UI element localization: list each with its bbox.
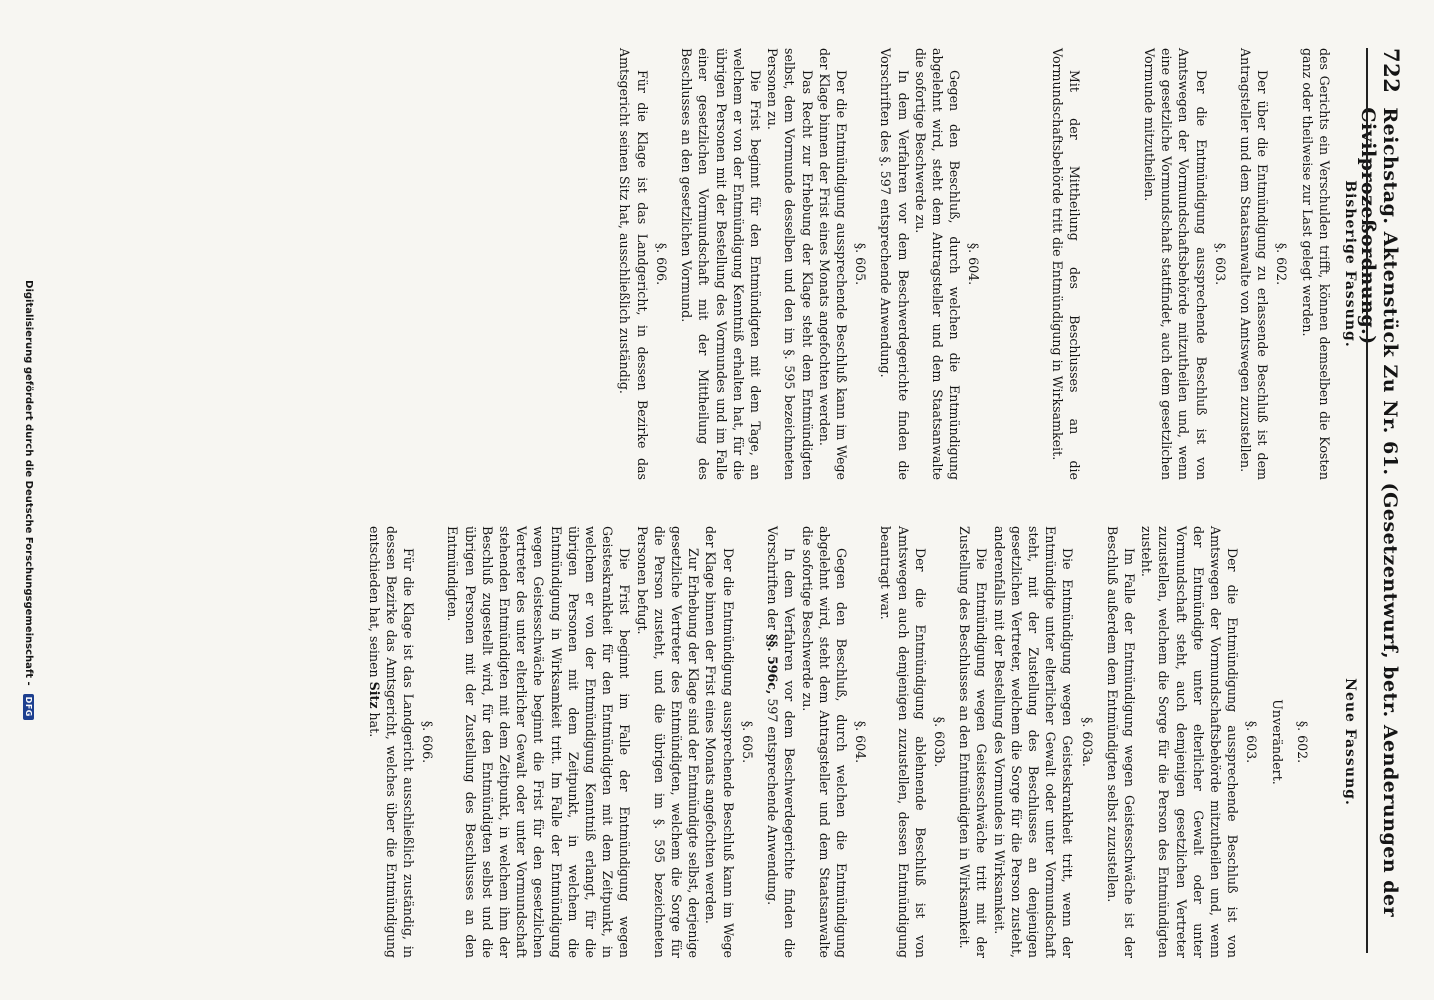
header-rule [1366, 48, 1368, 953]
paragraph: Die Frist beginnt für den Entmündigten mit dem Tage, an welchem er von der Entmündigung Kenntniß erhalten hat, für die übrigen Personen mit der Bestellung des Vormundes und im Falle einer gesetzlichen Vormundschaft mit der Mittheilung des Beschlusses an den gesetzlichen Vormund. [679, 48, 763, 480]
section-number: §. 606. [420, 720, 436, 764]
paragraph: In dem Verfahren vor dem Beschwerdegerichte finden die Vorschriften des §. 597 entsprechende Anwendung. [878, 48, 911, 480]
section-number: §. 605. [853, 242, 869, 286]
paragraph: Der die Entmündigung aussprechende Beschluß ist von Amtswegen der Vormundschaftsbehörde mitzutheilen und, wenn der Entmündigte unter elterlicher Gewalt oder unter Vormundschaft steht, auch demjenigen gesetzlichen Vertreter zuzustellen, welchem die Sorge für die Person des Entmündigten zusteht. [1139, 526, 1241, 958]
paragraph: Das Recht zur Erhebung der Klage steht dem Entmündigten selbst, dem Vormunde desselben und den im §. 595 bezeichneten Personen zu. [765, 48, 815, 480]
footer-text: Digitalisierung gefördert durch die Deutsche Forschungsgemeinschaft - [23, 280, 34, 686]
section-number: §. 602. [1274, 242, 1290, 286]
paragraph: Für die Klage ist das Landgericht, in dessen Bezirke das Amtsgericht seinen Sitz hat, ausschließlich zuständig. [617, 48, 650, 480]
spacer [1319, 526, 1333, 958]
right-column-body [365, 526, 1332, 958]
section-number: §. 605. [739, 720, 755, 764]
paragraph-text: Für die Klage ist das Landgericht ausschließlich zuständig, in dessen Bezirke das Amtsgericht, welches über die Entmündigung entschieden hat, seinen [366, 526, 417, 958]
left-column-heading: Bisherige Fassung. [1342, 180, 1358, 348]
digitization-footer [23, 0, 34, 1000]
section-number: §. 604. [966, 242, 982, 286]
paragraph: Der die Entmündigung aussprechende Beschluß kann im Wege der Klage binnen der Frist eines Monats angefochten werden. [816, 48, 849, 480]
section-number: §. 604. [853, 720, 869, 764]
paragraph: Mit der Mittheilung des Beschlusses an die Vormundschaftsbehörde tritt die Entmündigung in Wirksamkeit. [1049, 48, 1082, 480]
paragraph: Der die Entmündigung aussprechende Beschluß ist von Amtswegen der Vormundschaftsbehörde mitzutheilen und, wenn eine gesetzliche Vormundschaft stattfindet, auch dem gesetzlichen Vormunde mitzutheilen. [1141, 48, 1209, 480]
dfg-logo: DFG [23, 694, 34, 720]
right-column [365, 526, 1360, 958]
section-number: §. 603. [1212, 242, 1228, 286]
section-number: §. 603a. [1079, 717, 1095, 767]
unchanged-note: Unverändert. [1269, 699, 1285, 785]
paragraph [764, 526, 798, 958]
paragraph: Die Entmündigung wegen Geistesschwäche tritt mit der Zustellung des Beschlusses an den Entmündigten in Wirksamkeit. [957, 526, 990, 958]
emphasized-reference: §§. 596c, [765, 634, 781, 695]
paragraph: Gegen den Beschluß, durch welchen die Entmündigung abgelehnt wird, steht dem Antragsteller und dem Staatsanwalte die sofortige Beschwerde zu. [912, 48, 963, 480]
emphasized-reference: Sitz [366, 681, 382, 709]
left-column-body [616, 48, 1333, 480]
paragraph: Gegen den Beschluß, durch welchen die Entmündigung abgelehnt wird, steht dem Antragsteller und dem Staatsanwalte die sofortige Beschwerde zu. [799, 526, 849, 958]
section-number: §. 602. [1294, 720, 1310, 764]
paragraph [365, 526, 417, 958]
paragraph: Im Falle der Entmündigung wegen Geistesschwäche ist der Beschluß außerdem dem Entmündigten selbst zuzustellen. [1104, 526, 1137, 958]
page-header [1357, 48, 1404, 968]
paragraph: Der über die Entmündigung zu erlassende Beschluß ist dem Antragsteller und dem Staatsanwalte von Amtswegen zuzustellen. [1237, 48, 1271, 480]
section-number: §. 606. [653, 242, 669, 286]
paragraph: des Gerichts ein Verschulden trifft, können demselben die Kosten ganz oder theilweise zur Last gelegt werden. [1299, 48, 1332, 480]
paragraph-text: hat. [366, 708, 382, 738]
spacer [990, 48, 1048, 480]
left-column [616, 48, 1360, 480]
header-title: Reichstag. Aktenstück Zu Nr. 61. (Gesetzentwurf, betr. Aenderungen der Civilprozeßordnung.) [1357, 107, 1401, 918]
paragraph: Die Frist beginnt im Falle der Entmündigung wegen Geisteskrankheit für den Entmündigten mit dem Zeitpunkt, in welchem er von der Entmündigung Kenntniß erlangt, für die übrigen Personen mit dem Zeitpunkt, in welchem die Entmündigung in Wirksamkeit tritt. Im Falle der Entmündigung wegen Geistesschwäche beginnt die Frist für den gesetzlichen Vertreter des unter elterlicher Gewalt oder unter Vormundschaft stehenden Entmündigten mit dem Zeitpunkt, in welchem ihm der Beschluß zugestellt wird, für den Entmündigten selbst und die übrigen Personen mit der Zustellung des Beschlusses an den Entmündigten. [445, 526, 633, 958]
paragraph: Der die Entmündigung ablehnende Beschluß ist von Amtswegen auch demjenigen zuzustellen, dessen Entmündigung beantragt war. [878, 526, 928, 958]
paragraph: Der die Entmündigung aussprechende Beschluß kann im Wege der Klage binnen der Frist eines Monats angefochten werden. [703, 526, 736, 958]
page-number: 722 [1379, 48, 1404, 94]
paragraph-text: In dem Verfahren vor dem Beschwerdegerichte finden die Vorschriften der [765, 526, 798, 958]
right-column-heading: Neue Fassung. [1342, 678, 1358, 806]
section-number: §. 603. [1244, 720, 1260, 764]
spacer [1083, 48, 1141, 480]
paragraph: Die Entmündigung wegen Geisteskrankheit tritt, wenn der Entmündigte unter elterlicher Gewalt oder unter Vormundschaft steht, mit der Zustellung des Beschlusses an denjenigen gesetzlichen Vertreter, welchem die Sorge für die Person zusteht, anderenfalls mit der Bestellung des Vormundes in Wirksamkeit. [991, 526, 1076, 958]
paragraph-text: 597 entsprechende Anwendung. [765, 694, 781, 906]
section-number: §. 603b. [931, 716, 947, 768]
paragraph: Zur Erhebung der Klage sind der Entmündigte selbst, derjenige gesetzliche Vertreter des Entmündigten, welchem die Sorge für die Person zusteht, und die übrigen im §. 595 bezeichneten Personen befugt. [634, 526, 702, 958]
